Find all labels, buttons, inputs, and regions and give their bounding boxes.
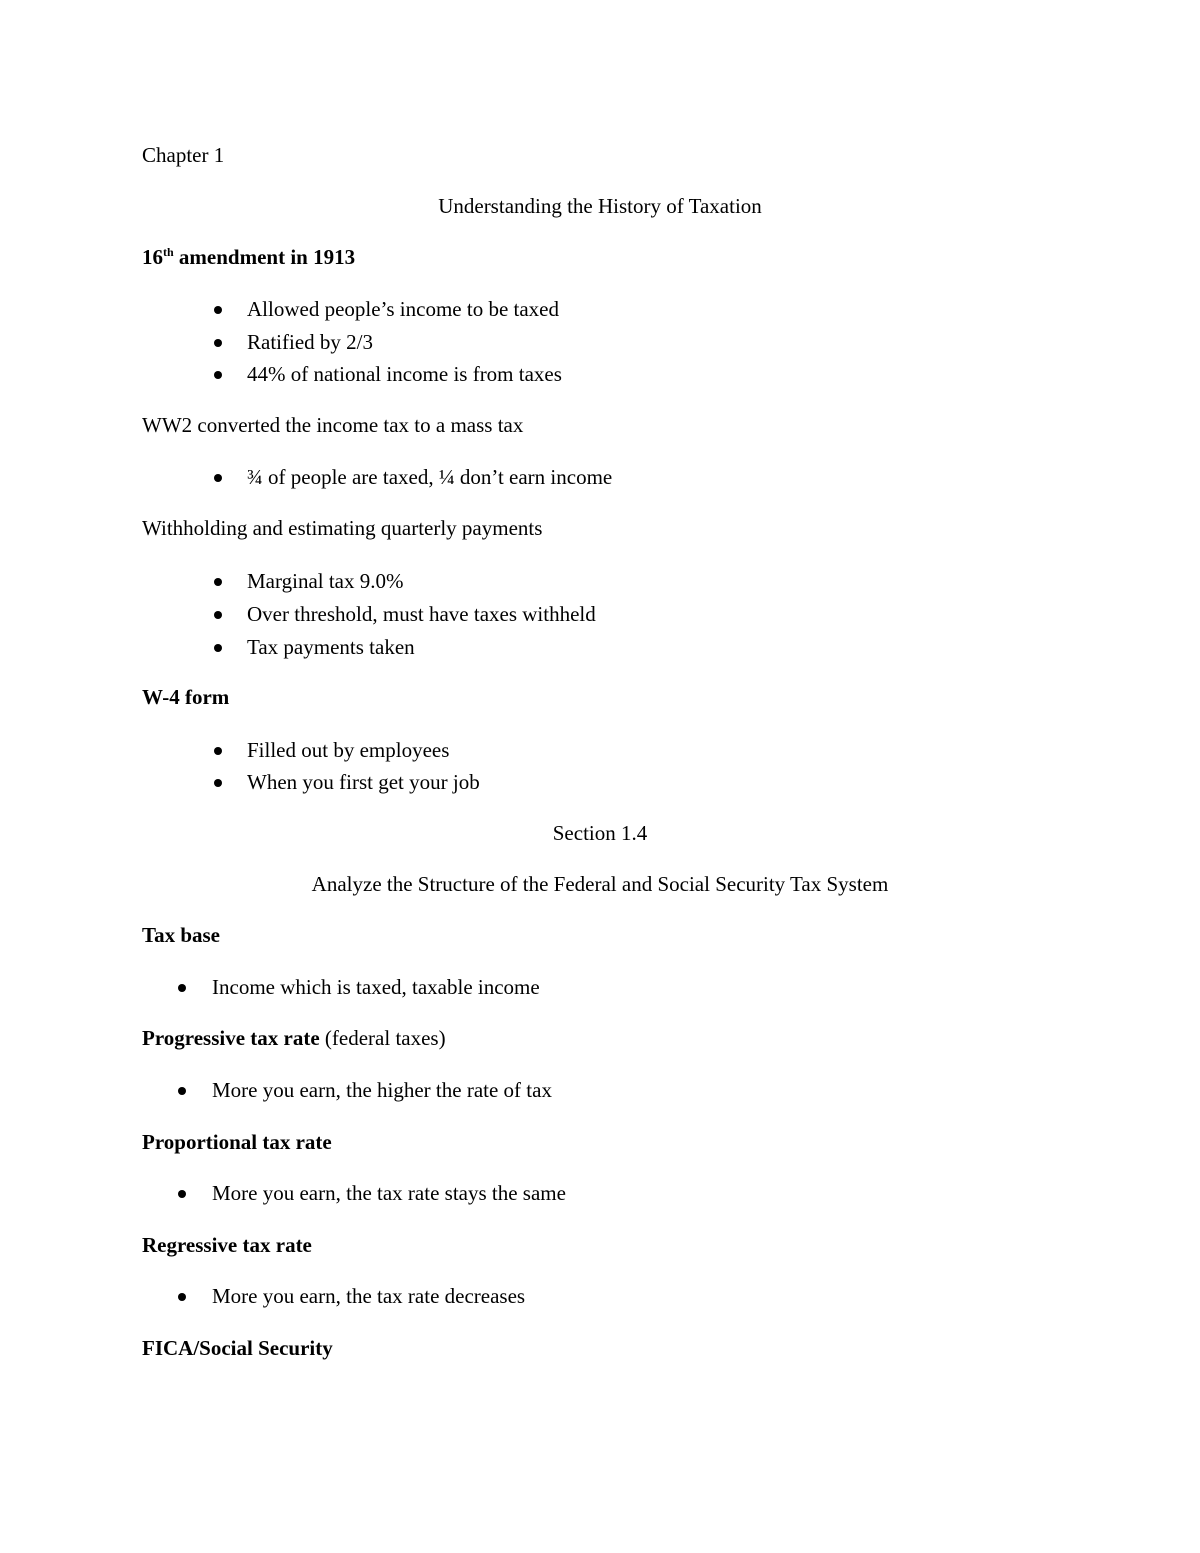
list-item-text: More you earn, the tax rate stays the same <box>212 1181 566 1205</box>
progressive-heading-suffix: (federal taxes) <box>319 1026 446 1050</box>
bullet-icon <box>214 611 222 619</box>
bullet-icon <box>178 984 186 992</box>
list-item-text: Filled out by employees <box>247 738 450 762</box>
bullet-icon <box>214 474 222 482</box>
regressive-heading: Regressive tax rate <box>142 1233 312 1257</box>
proportional-heading: Proportional tax rate <box>142 1130 332 1154</box>
bullet-icon <box>214 779 222 787</box>
list-item-text: Marginal tax 9.0% <box>247 569 404 593</box>
list-item-text: Income which is taxed, taxable income <box>212 975 540 999</box>
tax-base-heading: Tax base <box>142 923 221 947</box>
chapter-label: Chapter 1 <box>142 143 225 167</box>
section-title: Analyze the Structure of the Federal and Social Security Tax System <box>311 872 889 896</box>
fica-heading: FICA/Social Security <box>142 1336 333 1360</box>
bullet-icon <box>214 644 222 652</box>
list-item-text: More you earn, the tax rate decreases <box>212 1284 526 1308</box>
list-item-text: Tax payments taken <box>247 635 415 659</box>
list-item-text: Allowed people’s income to be taxed <box>247 297 559 321</box>
amendment-heading <box>142 247 355 268</box>
list-item-text: ¾ of people are taxed, ¼ don’t earn income <box>247 465 613 489</box>
progressive-heading-bold: Progressive tax rate <box>142 1026 320 1050</box>
withholding-heading: Withholding and estimating quarterly payments <box>142 516 543 540</box>
amendment-heading-superscript: th <box>163 245 174 259</box>
bullet-icon <box>214 747 222 755</box>
list-item-text: More you earn, the higher the rate of tax <box>212 1078 552 1102</box>
progressive-heading <box>142 1028 446 1049</box>
bullet-icon <box>178 1190 186 1198</box>
chapter-title: Understanding the History of Taxation <box>438 194 762 218</box>
list-item-text: 44% of national income is from taxes <box>247 362 562 386</box>
bullet-icon <box>214 578 222 586</box>
list-item-text: Over threshold, must have taxes withheld <box>247 602 596 626</box>
bullet-icon <box>214 339 222 347</box>
list-item-text: When you first get your job <box>247 770 480 794</box>
amendment-heading-rest: amendment in 1913 <box>173 245 356 269</box>
ww2-heading: WW2 converted the income tax to a mass tax <box>142 413 524 437</box>
bullet-icon <box>214 371 222 379</box>
amendment-heading-number: 16 <box>142 245 163 269</box>
bullet-icon <box>178 1087 186 1095</box>
section-label: Section 1.4 <box>552 821 648 845</box>
w4-heading: W-4 form <box>142 685 230 709</box>
bullet-icon <box>178 1293 186 1301</box>
list-item-text: Ratified by 2/3 <box>247 330 373 354</box>
bullet-icon <box>214 306 222 314</box>
